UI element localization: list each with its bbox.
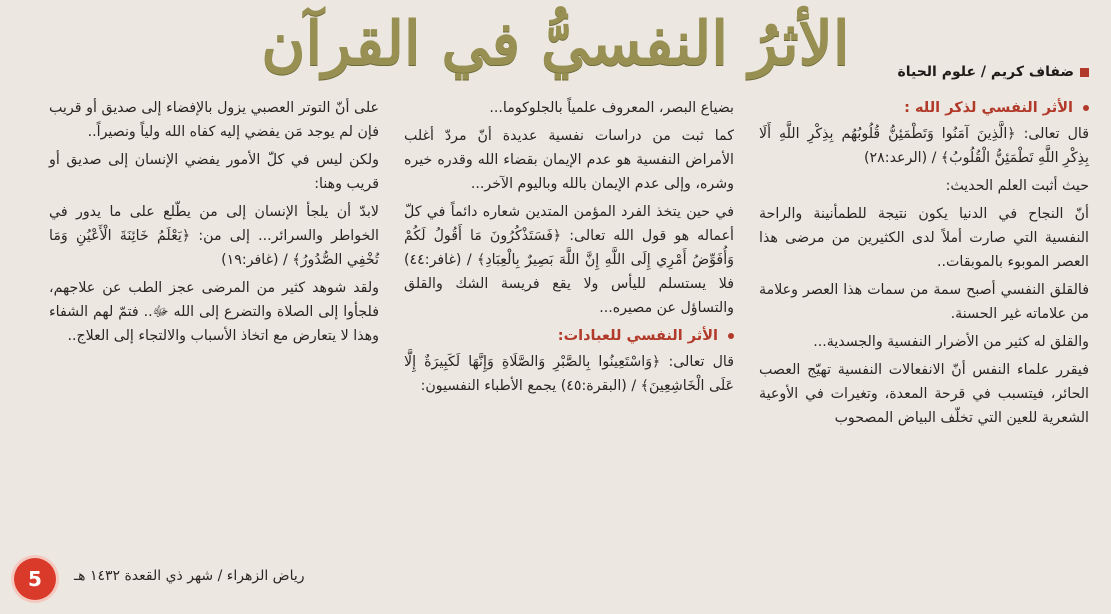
paragraph: فالقلق النفسي أصبح سمة من سمات هذا العصر وعلامة من علاماته غير الحسنة. bbox=[759, 282, 1089, 322]
paragraph: على أنّ التوتر العصبي يزول بالإفضاء إلى صديق أو قريب فإن لم يوجد مَن يفضي إليه كفاه الله ولياً ونصيراً.. bbox=[49, 100, 379, 140]
column-middle bbox=[404, 96, 734, 402]
paragraph: كما ثبت من دراسات نفسية عديدة أنّ مردّ أغلب الأمراض النفسية هو عدم الإيمان بقضاء الله وقدره خيره وشره، وإلى عدم الإيمان بالله وباليوم الآخر... bbox=[404, 128, 734, 192]
paragraph: أنّ النجاح في الدنيا يكون نتيجة للطمأنينة والراحة النفسية التي صارت أملاً لدى الكثيرين من مرضى هذا العصر الموبوء بالموبقات.. bbox=[759, 206, 1089, 270]
column-right bbox=[759, 96, 1089, 434]
section-heading-worship: الأثر النفسي للعبادات: bbox=[404, 324, 734, 348]
paragraph: قال تعالى: ﴿وَاسْتَعِينُوا بِالصَّبْرِ وَالصَّلَاةِ وَإِنَّهَا لَكَبِيرَةٌ إِلَّا عَلَى الْخَاشِعِينَ﴾ / (البقرة:٤٥) يجمع الأطباء النفسيون: bbox=[404, 354, 734, 394]
page-number-badge: 5 bbox=[14, 558, 56, 600]
page-footer bbox=[14, 558, 534, 600]
section-heading-dhikr: الأثر النفسي لذكر الله : bbox=[759, 96, 1089, 120]
bullet-dot-icon bbox=[1083, 105, 1089, 111]
paragraph: بضياع البصر، المعروف علمياً بالجلوكوما... bbox=[489, 100, 734, 116]
bullet-dot-icon bbox=[728, 333, 734, 339]
paragraph: قال تعالى: ﴿الَّذِينَ آمَنُوا وَتَطْمَئِنُّ قُلُوبُهُم بِذِكْرِ اللَّهِ أَلَا بِذِكْرِ اللَّهِ تَطْمَئِنُّ الْقُلُوبُ﴾ / (الرعد:٢٨) bbox=[759, 126, 1089, 166]
column-left bbox=[49, 96, 379, 352]
paragraph: ولقد شوهد كثير من المرضى عجز الطب عن علاجهم، فلجأوا إلى الصلاة والتضرع إلى الله ﷻ.. فتمّ لهم الشفاء وهذا لا يتعارض مع اتخاذ الأسباب والالتجاء إلى العلاج.. bbox=[49, 280, 379, 344]
paragraph: فيقرر علماء النفس أنّ الانفعالات النفسية تهيّج العصب الحائر، فيتسبب في قرحة المعدة، وتغيرات في الأوعية الشعرية للعين التي تخلّف البياض المصحوب bbox=[759, 362, 1089, 426]
paragraph: في حين يتخذ الفرد المؤمن المتدين شعاره دائماً في كلّ أعماله هو قول الله تعالى: ﴿فَسَتَذْكُرُونَ مَا أَقُولُ لَكُمْ وَأُفَوِّضُ أَمْرِي إِلَى اللَّهِ إِنَّ اللَّهَ بَصِيرٌ بِالْعِبَادِ﴾ / (غافر:٤٤) فلا يستسلم لليأس ولا يقع فريسة الشك والقلق والتساؤل عن مصيره... bbox=[404, 204, 734, 316]
paragraph: لابدّ أن يلجأ الإنسان إلى من يطّلع على ما يدور في الخواطر والسرائر... إلى من: ﴿يَعْلَمُ خَائِنَةَ الْأَعْيُنِ وَمَا تُخْفِي الصُّدُورُ﴾ / (غافر:١٩) bbox=[49, 204, 379, 268]
square-bullet-icon bbox=[1080, 68, 1089, 77]
paragraph: حيث أثبت العلم الحديث: bbox=[945, 178, 1089, 194]
article-title: الأثرُ النفسيُّ في القرآن bbox=[261, 9, 850, 79]
paragraph: ولكن ليس في كلّ الأمور يفضي الإنسان إلى صديق أو قريب وهنا: bbox=[49, 152, 379, 192]
paragraph: والقلق له كثير من الأضرار النفسية والجسدية... bbox=[813, 334, 1089, 350]
issue-info: رياض الزهراء / شهر ذي القعدة ١٤٣٢ هـ bbox=[74, 568, 305, 584]
byline bbox=[897, 64, 1089, 80]
byline-text: ضفاف كريم / علوم الحياة bbox=[897, 64, 1074, 80]
